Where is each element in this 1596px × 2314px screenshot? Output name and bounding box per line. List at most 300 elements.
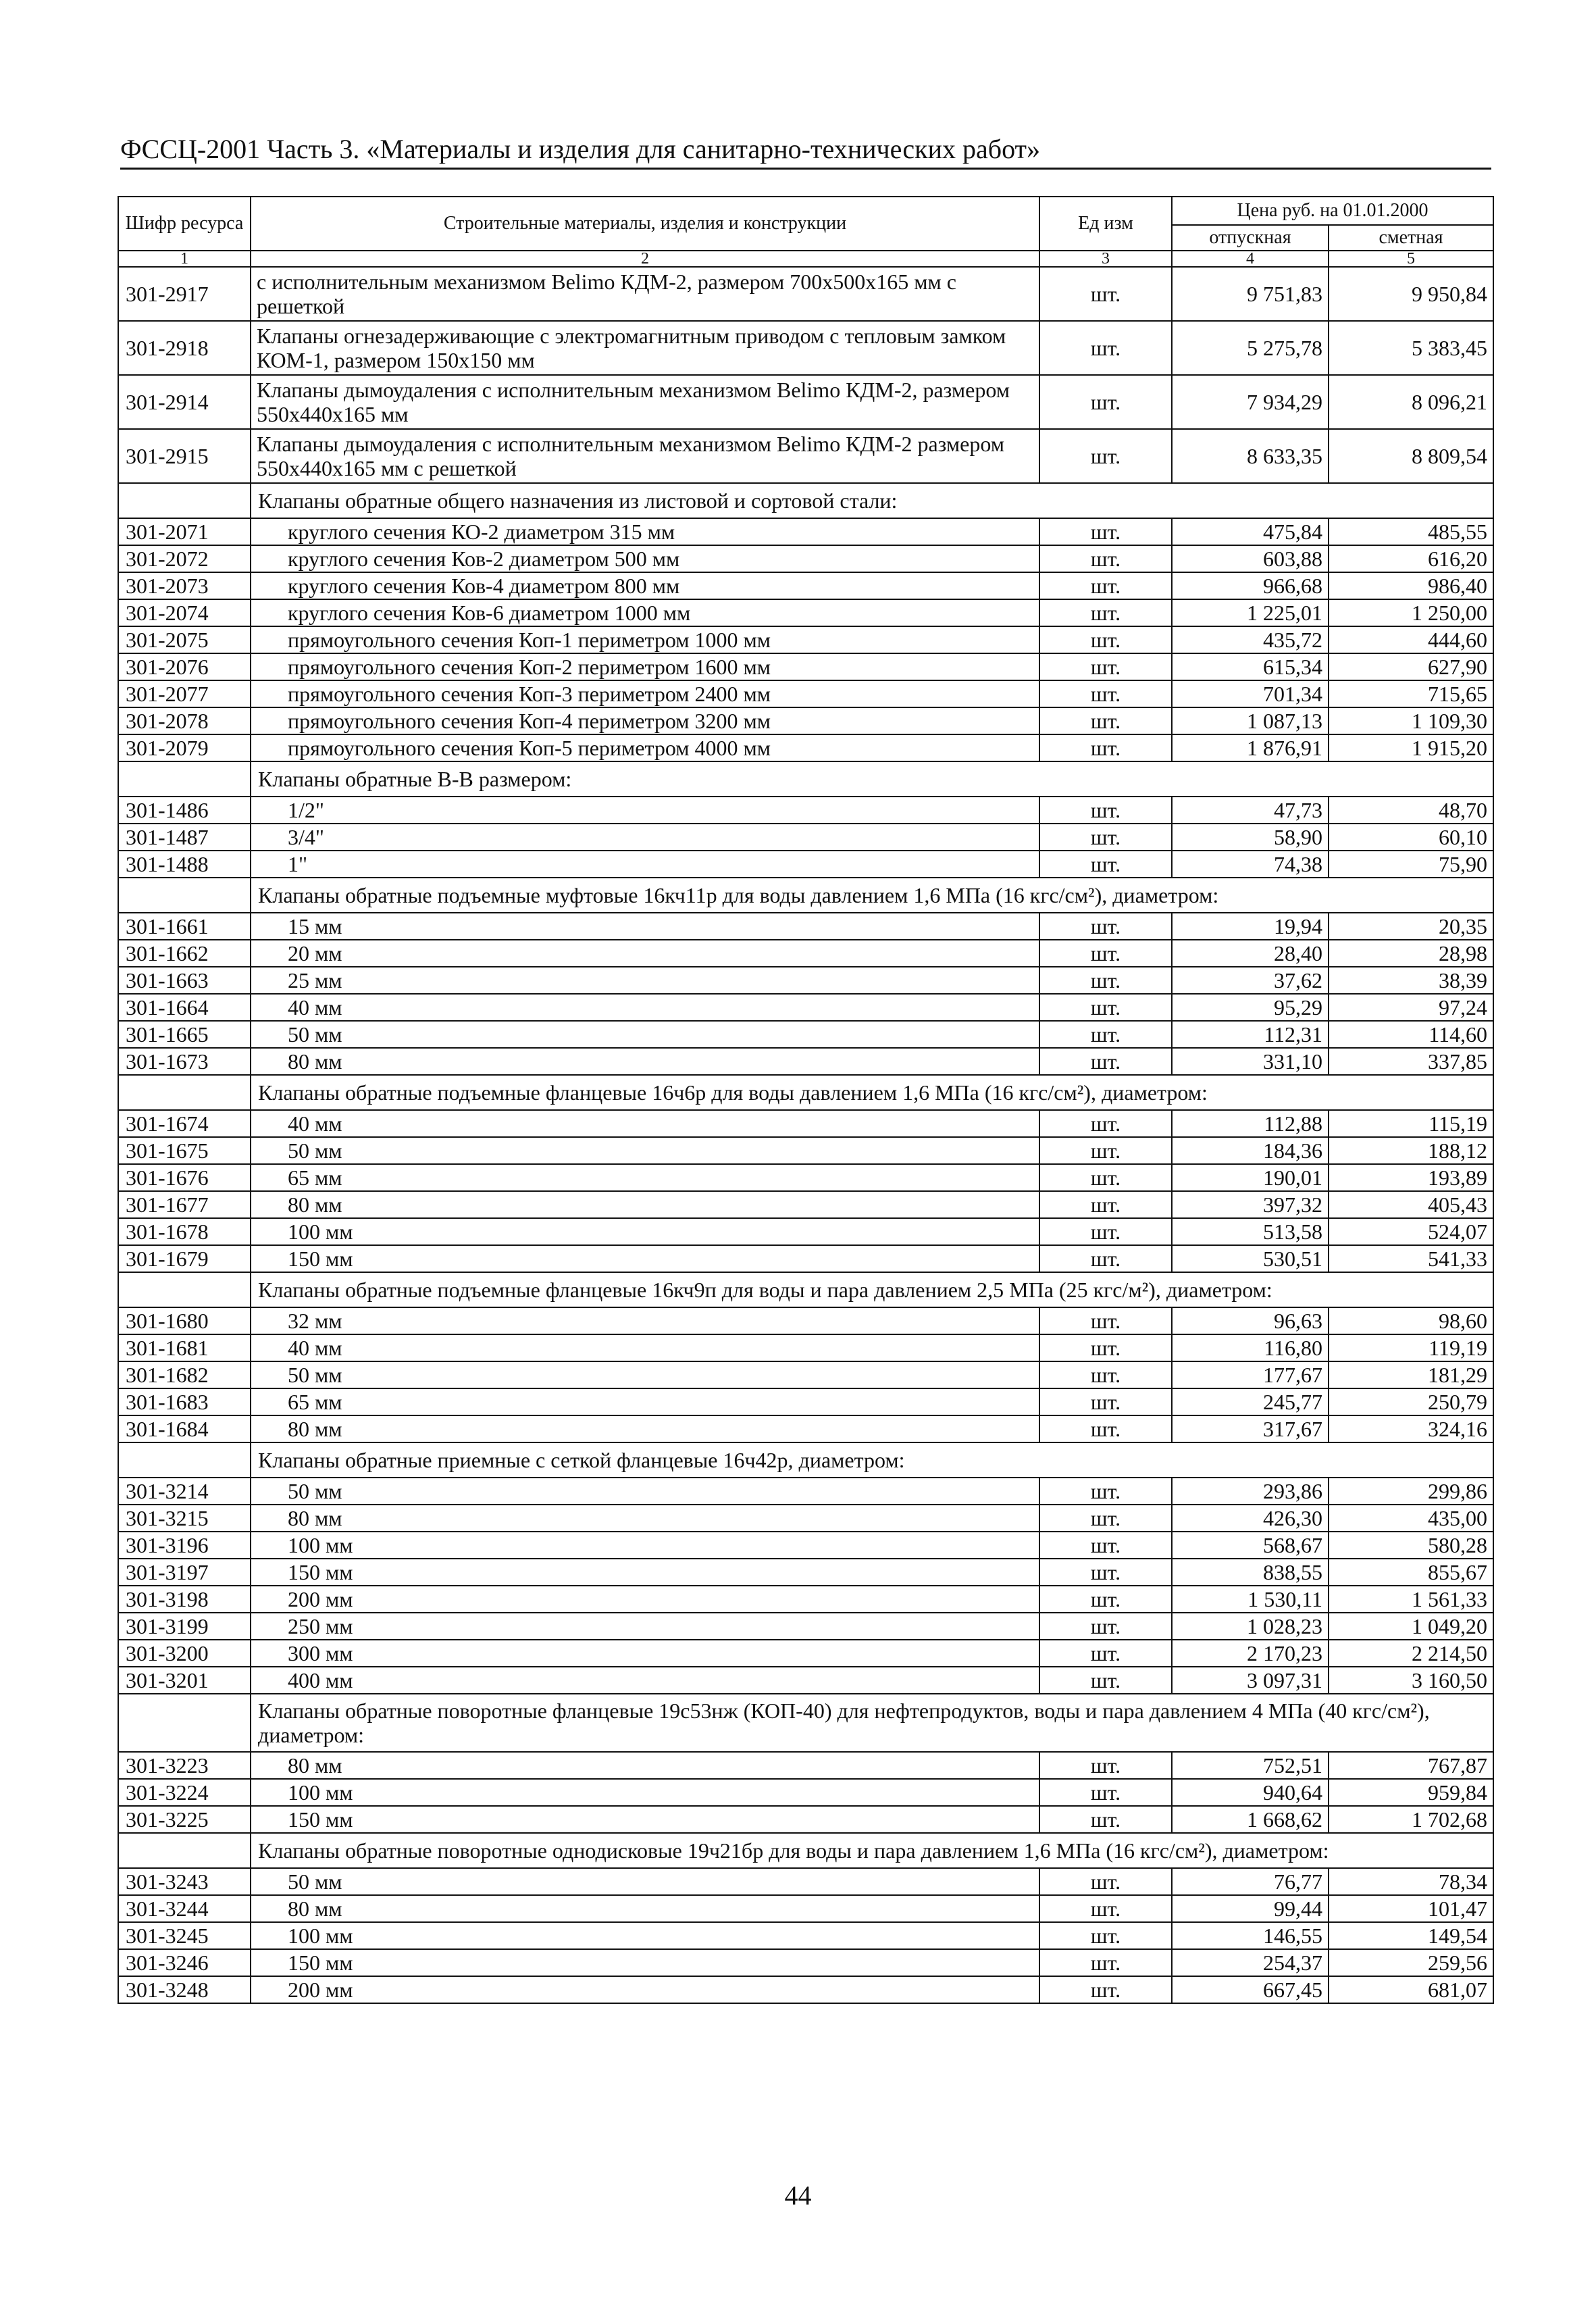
table-row xyxy=(118,1218,1493,1245)
price-estimate: 78,34 xyxy=(1329,1868,1493,1895)
table-row xyxy=(118,1110,1493,1137)
col-header-price-estimate: сметная xyxy=(1329,225,1493,251)
group-title: Клапаны обратные В-В размером: xyxy=(251,761,1493,797)
resource-code: 301-3200 xyxy=(118,1640,251,1667)
group-code-empty xyxy=(118,1833,251,1868)
price-estimate: 1 561,33 xyxy=(1329,1586,1493,1613)
price-release: 940,64 xyxy=(1172,1779,1329,1806)
price-estimate: 97,24 xyxy=(1329,994,1493,1021)
table-row xyxy=(118,572,1493,599)
unit: шт. xyxy=(1039,1532,1172,1559)
price-estimate: 1 702,68 xyxy=(1329,1806,1493,1833)
material-name: 150 мм xyxy=(251,1806,1039,1833)
table-row xyxy=(118,267,1493,321)
unit: шт. xyxy=(1039,1110,1172,1137)
page-number: 44 xyxy=(784,2180,812,2211)
price-estimate: 405,43 xyxy=(1329,1191,1493,1218)
material-name: круглого сечения КО-2 диаметром 315 мм xyxy=(251,518,1039,545)
price-release: 1 530,11 xyxy=(1172,1586,1329,1613)
price-estimate: 115,19 xyxy=(1329,1110,1493,1137)
resource-code: 301-2915 xyxy=(118,429,251,483)
material-name: Клапаны дымоудаления с исполнительным механизмом Belimo КДМ-2, размером 550x440x165 мм xyxy=(251,375,1039,429)
material-name: 80 мм xyxy=(251,1191,1039,1218)
price-estimate: 8 809,54 xyxy=(1329,429,1493,483)
table-row xyxy=(118,545,1493,572)
resource-code: 301-1673 xyxy=(118,1048,251,1075)
resource-code: 301-3224 xyxy=(118,1779,251,1806)
price-release: 58,90 xyxy=(1172,824,1329,851)
table-row xyxy=(118,1667,1493,1694)
col-number: 1 xyxy=(118,251,251,267)
price-release: 8 633,35 xyxy=(1172,429,1329,483)
material-name: 3/4" xyxy=(251,824,1039,851)
resource-code: 301-1488 xyxy=(118,851,251,878)
price-release: 190,01 xyxy=(1172,1164,1329,1191)
table-row xyxy=(118,1505,1493,1532)
price-estimate: 1 250,00 xyxy=(1329,599,1493,626)
unit: шт. xyxy=(1039,1559,1172,1586)
group-row xyxy=(118,878,1493,913)
resource-code: 301-1676 xyxy=(118,1164,251,1191)
table-row xyxy=(118,1137,1493,1164)
price-release: 245,77 xyxy=(1172,1388,1329,1415)
table-row xyxy=(118,1613,1493,1640)
unit: шт. xyxy=(1039,1021,1172,1048)
price-release: 112,31 xyxy=(1172,1021,1329,1048)
price-release: 603,88 xyxy=(1172,545,1329,572)
unit: шт. xyxy=(1039,1334,1172,1361)
unit: шт. xyxy=(1039,1361,1172,1388)
table-row xyxy=(118,1021,1493,1048)
unit: шт. xyxy=(1039,572,1172,599)
unit: шт. xyxy=(1039,1779,1172,1806)
resource-code: 301-1681 xyxy=(118,1334,251,1361)
table-row xyxy=(118,680,1493,707)
material-name: 400 мм xyxy=(251,1667,1039,1694)
col-header-price-release: отпускная xyxy=(1172,225,1329,251)
material-name: прямоугольного сечения Коп-5 периметром 4000 мм xyxy=(251,734,1039,761)
price-release: 513,58 xyxy=(1172,1218,1329,1245)
table-row xyxy=(118,1334,1493,1361)
group-code-empty xyxy=(118,1075,251,1110)
material-name: Клапаны огнезадерживающие с электромагнитным приводом с тепловым замком КОМ-1, размером 150x150 мм xyxy=(251,321,1039,375)
unit: шт. xyxy=(1039,599,1172,626)
unit: шт. xyxy=(1039,653,1172,680)
material-name: прямоугольного сечения Коп-4 периметром 3200 мм xyxy=(251,707,1039,734)
resource-code: 301-2075 xyxy=(118,626,251,653)
price-release: 5 275,78 xyxy=(1172,321,1329,375)
resource-code: 301-2078 xyxy=(118,707,251,734)
price-estimate: 188,12 xyxy=(1329,1137,1493,1164)
price-release: 76,77 xyxy=(1172,1868,1329,1895)
group-code-empty xyxy=(118,878,251,913)
price-table-container xyxy=(118,196,1493,2004)
price-release: 752,51 xyxy=(1172,1752,1329,1779)
unit: шт. xyxy=(1039,1640,1172,1667)
resource-code: 301-3215 xyxy=(118,1505,251,1532)
table-row xyxy=(118,1779,1493,1806)
price-release: 9 751,83 xyxy=(1172,267,1329,321)
resource-code: 301-3196 xyxy=(118,1532,251,1559)
unit: шт. xyxy=(1039,1191,1172,1218)
price-estimate: 20,35 xyxy=(1329,913,1493,940)
material-name: 100 мм xyxy=(251,1922,1039,1949)
price-release: 568,67 xyxy=(1172,1532,1329,1559)
price-estimate: 48,70 xyxy=(1329,797,1493,824)
unit: шт. xyxy=(1039,1868,1172,1895)
resource-code: 301-2917 xyxy=(118,267,251,321)
price-release: 1 668,62 xyxy=(1172,1806,1329,1833)
resource-code: 301-1679 xyxy=(118,1245,251,1272)
table-row xyxy=(118,707,1493,734)
table-row xyxy=(118,1922,1493,1949)
table-row xyxy=(118,375,1493,429)
table-row xyxy=(118,1415,1493,1442)
price-estimate: 986,40 xyxy=(1329,572,1493,599)
material-name: 80 мм xyxy=(251,1048,1039,1075)
price-release: 1 876,91 xyxy=(1172,734,1329,761)
price-release: 99,44 xyxy=(1172,1895,1329,1922)
table-row xyxy=(118,1976,1493,2003)
price-estimate: 1 915,20 xyxy=(1329,734,1493,761)
unit: шт. xyxy=(1039,1922,1172,1949)
resource-code: 301-1680 xyxy=(118,1307,251,1334)
price-release: 146,55 xyxy=(1172,1922,1329,1949)
price-estimate: 1 109,30 xyxy=(1329,707,1493,734)
table-row xyxy=(118,967,1493,994)
resource-code: 301-3214 xyxy=(118,1478,251,1505)
table-body xyxy=(118,267,1493,2003)
material-name: 50 мм xyxy=(251,1361,1039,1388)
material-name: прямоугольного сечения Коп-2 периметром 1600 мм xyxy=(251,653,1039,680)
price-release: 426,30 xyxy=(1172,1505,1329,1532)
price-estimate: 250,79 xyxy=(1329,1388,1493,1415)
resource-code: 301-1675 xyxy=(118,1137,251,1164)
unit: шт. xyxy=(1039,967,1172,994)
table-row xyxy=(118,1307,1493,1334)
unit: шт. xyxy=(1039,1949,1172,1976)
unit: шт. xyxy=(1039,1505,1172,1532)
table-row xyxy=(118,1640,1493,1667)
table-row xyxy=(118,734,1493,761)
resource-code: 301-1665 xyxy=(118,1021,251,1048)
resource-code: 301-2072 xyxy=(118,545,251,572)
price-estimate: 5 383,45 xyxy=(1329,321,1493,375)
unit: шт. xyxy=(1039,1667,1172,1694)
resource-code: 301-1674 xyxy=(118,1110,251,1137)
material-name: 80 мм xyxy=(251,1752,1039,1779)
price-estimate: 3 160,50 xyxy=(1329,1667,1493,1694)
price-release: 3 097,31 xyxy=(1172,1667,1329,1694)
resource-code: 301-2914 xyxy=(118,375,251,429)
price-release: 37,62 xyxy=(1172,967,1329,994)
table-row xyxy=(118,1388,1493,1415)
table-row xyxy=(118,994,1493,1021)
price-release: 184,36 xyxy=(1172,1137,1329,1164)
group-row xyxy=(118,483,1493,518)
material-name: 200 мм xyxy=(251,1976,1039,2003)
material-name: прямоугольного сечения Коп-3 периметром 2400 мм xyxy=(251,680,1039,707)
price-release: 2 170,23 xyxy=(1172,1640,1329,1667)
price-estimate: 681,07 xyxy=(1329,1976,1493,2003)
group-title: Клапаны обратные подъемные фланцевые 16кч9п для воды и пара давлением 2,5 МПа (25 кгс/м²), диаметром: xyxy=(251,1272,1493,1307)
table-header xyxy=(118,197,1493,267)
price-release: 19,94 xyxy=(1172,913,1329,940)
price-release: 293,86 xyxy=(1172,1478,1329,1505)
col-number: 2 xyxy=(251,251,1039,267)
resource-code: 301-1487 xyxy=(118,824,251,851)
price-estimate: 101,47 xyxy=(1329,1895,1493,1922)
resource-code: 301-1682 xyxy=(118,1361,251,1388)
page-header: ФССЦ-2001 Часть 3. «Материалы и изделия для санитарно-технических работ» xyxy=(120,132,1491,170)
group-title: Клапаны обратные поворотные однодисковые 19ч21бр для воды и пара давлением 1,6 МПа (16 кгс/см²), диаметром: xyxy=(251,1833,1493,1868)
price-estimate: 435,00 xyxy=(1329,1505,1493,1532)
price-release: 331,10 xyxy=(1172,1048,1329,1075)
col-header-unit: Ед изм xyxy=(1039,197,1172,251)
unit: шт. xyxy=(1039,1613,1172,1640)
group-code-empty xyxy=(118,1442,251,1478)
group-title: Клапаны обратные подъемные муфтовые 16кч11р для воды давлением 1,6 МПа (16 кгс/см²), диаметром: xyxy=(251,878,1493,913)
table-row xyxy=(118,1048,1493,1075)
price-estimate: 181,29 xyxy=(1329,1361,1493,1388)
table-row xyxy=(118,599,1493,626)
price-estimate: 580,28 xyxy=(1329,1532,1493,1559)
resource-code: 301-1684 xyxy=(118,1415,251,1442)
material-name: 40 мм xyxy=(251,1334,1039,1361)
material-name: 150 мм xyxy=(251,1559,1039,1586)
price-release: 116,80 xyxy=(1172,1334,1329,1361)
group-title: Клапаны обратные приемные с сеткой фланцевые 16ч42р, диаметром: xyxy=(251,1442,1493,1478)
price-estimate: 60,10 xyxy=(1329,824,1493,851)
unit: шт. xyxy=(1039,545,1172,572)
resource-code: 301-3198 xyxy=(118,1586,251,1613)
price-release: 1 225,01 xyxy=(1172,599,1329,626)
col-number: 3 xyxy=(1039,251,1172,267)
col-number: 4 xyxy=(1172,251,1329,267)
price-estimate: 337,85 xyxy=(1329,1048,1493,1075)
table-row xyxy=(118,653,1493,680)
group-row xyxy=(118,1833,1493,1868)
material-name: 15 мм xyxy=(251,913,1039,940)
price-estimate: 541,33 xyxy=(1329,1245,1493,1272)
price-release: 435,72 xyxy=(1172,626,1329,653)
resource-code: 301-1661 xyxy=(118,913,251,940)
group-title: Клапаны обратные общего назначения из листовой и сортовой стали: xyxy=(251,483,1493,518)
price-estimate: 855,67 xyxy=(1329,1559,1493,1586)
resource-code: 301-1664 xyxy=(118,994,251,1021)
material-name: 32 мм xyxy=(251,1307,1039,1334)
price-release: 615,34 xyxy=(1172,653,1329,680)
unit: шт. xyxy=(1039,797,1172,824)
unit: шт. xyxy=(1039,680,1172,707)
price-release: 1 087,13 xyxy=(1172,707,1329,734)
group-row xyxy=(118,1442,1493,1478)
material-name: 20 мм xyxy=(251,940,1039,967)
resource-code: 301-3225 xyxy=(118,1806,251,1833)
table-row xyxy=(118,1895,1493,1922)
unit: шт. xyxy=(1039,626,1172,653)
table-row xyxy=(118,1191,1493,1218)
material-name: 40 мм xyxy=(251,1110,1039,1137)
group-code-empty xyxy=(118,483,251,518)
material-name: 50 мм xyxy=(251,1021,1039,1048)
table-row xyxy=(118,1245,1493,1272)
material-name: прямоугольного сечения Коп-1 периметром 1000 мм xyxy=(251,626,1039,653)
price-estimate: 324,16 xyxy=(1329,1415,1493,1442)
unit: шт. xyxy=(1039,1895,1172,1922)
table-row xyxy=(118,940,1493,967)
price-estimate: 98,60 xyxy=(1329,1307,1493,1334)
material-name: 65 мм xyxy=(251,1164,1039,1191)
material-name: 65 мм xyxy=(251,1388,1039,1415)
resource-code: 301-2077 xyxy=(118,680,251,707)
unit: шт. xyxy=(1039,321,1172,375)
table-row xyxy=(118,824,1493,851)
resource-code: 301-3197 xyxy=(118,1559,251,1586)
price-release: 7 934,29 xyxy=(1172,375,1329,429)
price-estimate: 627,90 xyxy=(1329,653,1493,680)
price-release: 47,73 xyxy=(1172,797,1329,824)
unit: шт. xyxy=(1039,267,1172,321)
unit: шт. xyxy=(1039,1415,1172,1442)
table-row xyxy=(118,1806,1493,1833)
unit: шт. xyxy=(1039,1137,1172,1164)
material-name: 150 мм xyxy=(251,1245,1039,1272)
material-name: круглого сечения Ков-2 диаметром 500 мм xyxy=(251,545,1039,572)
price-release: 254,37 xyxy=(1172,1949,1329,1976)
price-release: 838,55 xyxy=(1172,1559,1329,1586)
material-name: 150 мм xyxy=(251,1949,1039,1976)
unit: шт. xyxy=(1039,1048,1172,1075)
material-name: 25 мм xyxy=(251,967,1039,994)
resource-code: 301-2918 xyxy=(118,321,251,375)
resource-code: 301-2074 xyxy=(118,599,251,626)
material-name: 100 мм xyxy=(251,1218,1039,1245)
price-release: 475,84 xyxy=(1172,518,1329,545)
table-row xyxy=(118,1361,1493,1388)
resource-code: 301-2071 xyxy=(118,518,251,545)
unit: шт. xyxy=(1039,1218,1172,1245)
price-estimate: 193,89 xyxy=(1329,1164,1493,1191)
unit: шт. xyxy=(1039,994,1172,1021)
group-row xyxy=(118,761,1493,797)
table-row xyxy=(118,851,1493,878)
group-row xyxy=(118,1075,1493,1110)
col-number: 5 xyxy=(1329,251,1493,267)
material-name: 1/2" xyxy=(251,797,1039,824)
unit: шт. xyxy=(1039,851,1172,878)
price-estimate: 149,54 xyxy=(1329,1922,1493,1949)
price-release: 966,68 xyxy=(1172,572,1329,599)
resource-code: 301-3244 xyxy=(118,1895,251,1922)
price-estimate: 959,84 xyxy=(1329,1779,1493,1806)
col-header-price-group: Цена руб. на 01.01.2000 xyxy=(1172,197,1493,225)
price-estimate: 767,87 xyxy=(1329,1752,1493,1779)
group-code-empty xyxy=(118,761,251,797)
price-estimate: 75,90 xyxy=(1329,851,1493,878)
price-release: 74,38 xyxy=(1172,851,1329,878)
unit: шт. xyxy=(1039,1806,1172,1833)
price-estimate: 299,86 xyxy=(1329,1478,1493,1505)
table-row xyxy=(118,429,1493,483)
unit: шт. xyxy=(1039,913,1172,940)
price-estimate: 485,55 xyxy=(1329,518,1493,545)
price-estimate: 444,60 xyxy=(1329,626,1493,653)
resource-code: 301-3246 xyxy=(118,1949,251,1976)
price-release: 701,34 xyxy=(1172,680,1329,707)
material-name: 80 мм xyxy=(251,1415,1039,1442)
table-row xyxy=(118,1752,1493,1779)
material-name: 250 мм xyxy=(251,1613,1039,1640)
resource-code: 301-2073 xyxy=(118,572,251,599)
resource-code: 301-3245 xyxy=(118,1922,251,1949)
unit: шт. xyxy=(1039,1586,1172,1613)
price-estimate: 9 950,84 xyxy=(1329,267,1493,321)
table-row xyxy=(118,1478,1493,1505)
material-name: 40 мм xyxy=(251,994,1039,1021)
resource-code: 301-1683 xyxy=(118,1388,251,1415)
material-name: круглого сечения Ков-4 диаметром 800 мм xyxy=(251,572,1039,599)
price-table xyxy=(118,196,1494,2004)
price-release: 28,40 xyxy=(1172,940,1329,967)
resource-code: 301-3243 xyxy=(118,1868,251,1895)
table-row xyxy=(118,626,1493,653)
material-name: Клапаны дымоудаления с исполнительным механизмом Belimo КДМ-2 размером 550x440x165 мм с решеткой xyxy=(251,429,1039,483)
price-release: 667,45 xyxy=(1172,1976,1329,2003)
resource-code: 301-3223 xyxy=(118,1752,251,1779)
resource-code: 301-1677 xyxy=(118,1191,251,1218)
group-row xyxy=(118,1694,1493,1752)
material-name: 80 мм xyxy=(251,1505,1039,1532)
unit: шт. xyxy=(1039,734,1172,761)
col-header-name: Строительные материалы, изделия и конструкции xyxy=(251,197,1039,251)
price-estimate: 715,65 xyxy=(1329,680,1493,707)
material-name: круглого сечения Ков-6 диаметром 1000 мм xyxy=(251,599,1039,626)
price-estimate: 1 049,20 xyxy=(1329,1613,1493,1640)
table-row xyxy=(118,1949,1493,1976)
table-row xyxy=(118,1164,1493,1191)
unit: шт. xyxy=(1039,375,1172,429)
group-title: Клапаны обратные поворотные фланцевые 19с53нж (КОП-40) для нефтепродуктов, воды и пара давлением 4 МПа (40 кгс/см²), диаметром: xyxy=(251,1694,1493,1752)
unit: шт. xyxy=(1039,429,1172,483)
resource-code: 301-3201 xyxy=(118,1667,251,1694)
material-name: 200 мм xyxy=(251,1586,1039,1613)
unit: шт. xyxy=(1039,1388,1172,1415)
price-estimate: 119,19 xyxy=(1329,1334,1493,1361)
unit: шт. xyxy=(1039,1976,1172,2003)
price-estimate: 38,39 xyxy=(1329,967,1493,994)
unit: шт. xyxy=(1039,707,1172,734)
unit: шт. xyxy=(1039,518,1172,545)
price-estimate: 114,60 xyxy=(1329,1021,1493,1048)
unit: шт. xyxy=(1039,824,1172,851)
col-header-code: Шифр ресурса xyxy=(118,197,251,251)
resource-code: 301-1678 xyxy=(118,1218,251,1245)
material-name: 1" xyxy=(251,851,1039,878)
table-row xyxy=(118,518,1493,545)
table-row xyxy=(118,321,1493,375)
column-numbers-row xyxy=(118,251,1493,267)
price-release: 397,32 xyxy=(1172,1191,1329,1218)
price-estimate: 8 096,21 xyxy=(1329,375,1493,429)
price-estimate: 2 214,50 xyxy=(1329,1640,1493,1667)
group-code-empty xyxy=(118,1694,251,1752)
material-name: 50 мм xyxy=(251,1868,1039,1895)
price-estimate: 259,56 xyxy=(1329,1949,1493,1976)
table-row xyxy=(118,1559,1493,1586)
price-release: 112,88 xyxy=(1172,1110,1329,1137)
price-release: 1 028,23 xyxy=(1172,1613,1329,1640)
